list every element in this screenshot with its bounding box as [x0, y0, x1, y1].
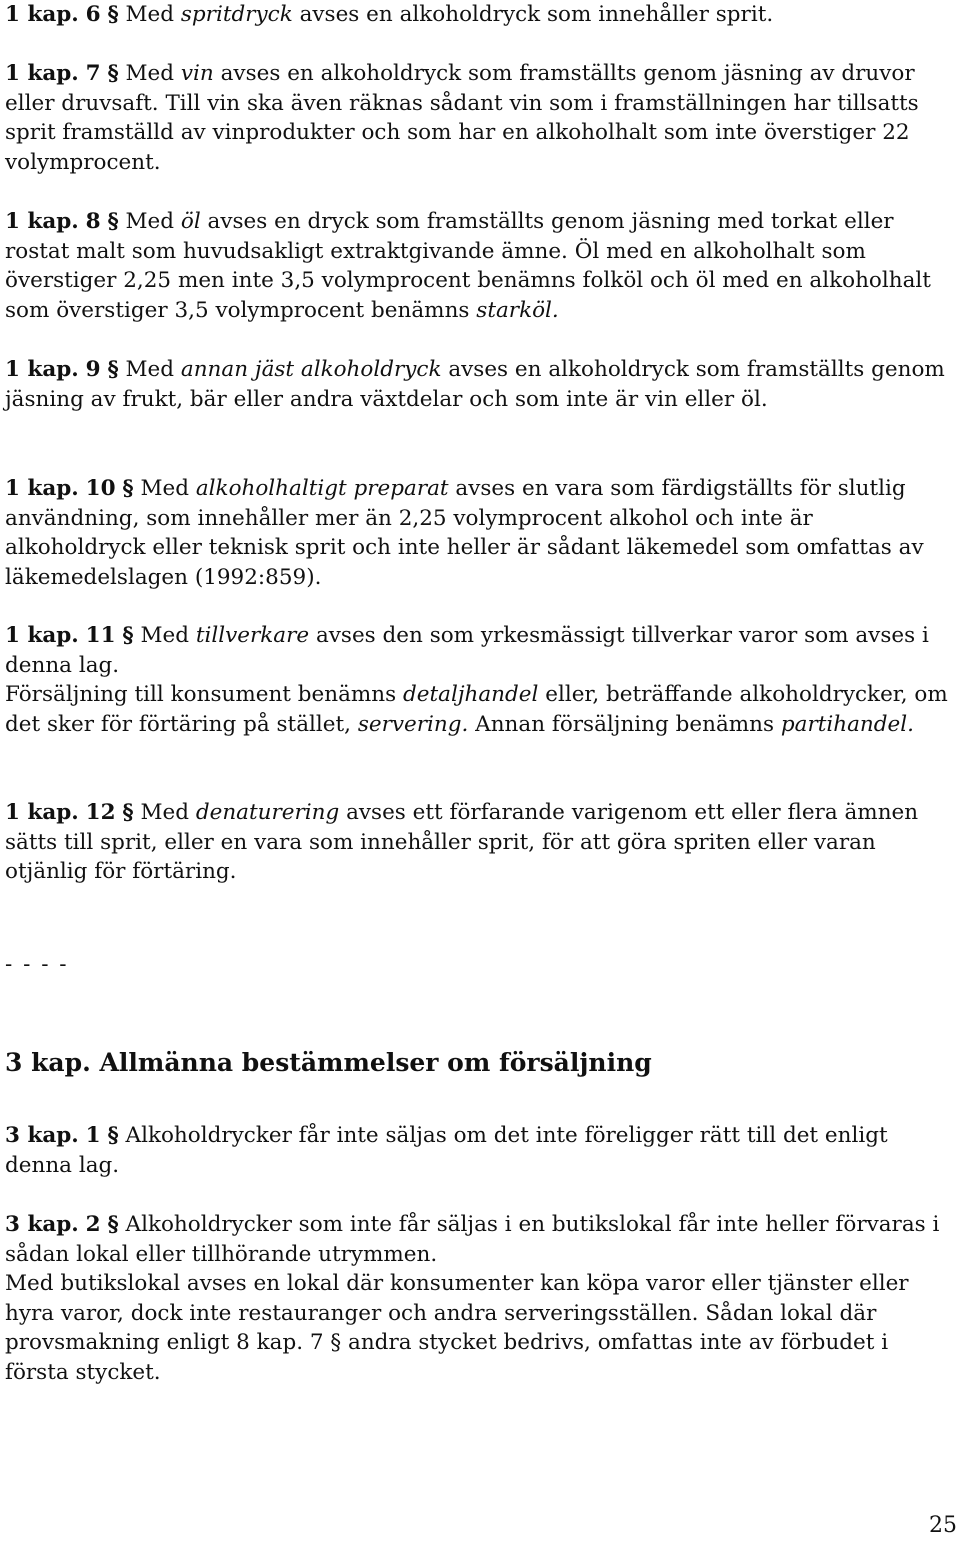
defined-term: servering.: [357, 711, 469, 737]
defined-term: starköl.: [476, 297, 559, 323]
section-number: 11: [85, 623, 116, 648]
section-number: 1: [85, 1123, 101, 1148]
paragraph-text: avses en dryck som framställts genom jäsning med torkat eller rostat malt som huvudsakligt extraktgivande ämne. Öl med en alkoholhalt som överstiger 2,25 men inte 3,5 volymprocent benämns folköl och öl med en alkoholhalt som överstiger 3,5 volymprocent benämns: [5, 209, 931, 323]
paragraph-text: Med: [140, 476, 196, 501]
paragraph-text: Med: [125, 2, 181, 27]
paragraph-3kap-2: [5, 1210, 955, 1388]
chapter-ref: 1 kap.: [5, 623, 79, 648]
section-sign-icon: §: [107, 2, 119, 27]
section-number: 8: [85, 209, 101, 234]
paragraph-text: Med: [140, 800, 196, 825]
section-number: 6: [85, 2, 101, 27]
paragraph-text: Alkoholdrycker får inte säljas om det inte föreligger rätt till det enligt denna lag.: [5, 1123, 888, 1178]
paragraph-text: Med: [125, 61, 181, 86]
defined-term: spritdryck: [180, 2, 293, 27]
paragraph-text: Försäljning till konsument benämns: [5, 682, 404, 708]
paragraph-3kap-1: [5, 1121, 955, 1180]
defined-term: denaturering: [195, 800, 340, 825]
defined-term: vin: [180, 61, 214, 86]
paragraph-text: Alkoholdrycker som inte får säljas i en butikslokal får inte heller förvaras i sådan lokal eller tillhörande utrymmen.: [5, 1212, 940, 1267]
paragraph-1kap-12: [5, 798, 955, 887]
section-sign-icon: §: [107, 61, 119, 86]
chapter-ref: 3 kap.: [5, 1123, 79, 1148]
defined-term: detaljhandel: [403, 682, 539, 708]
defined-term: alkoholhaltigt preparat: [195, 476, 449, 501]
chapter-ref: 1 kap.: [5, 357, 79, 382]
defined-term: partihandel.: [780, 711, 914, 737]
paragraph-text: eller, beträffande alkoholdrycker, om det sker för förtäring på stället,: [5, 682, 948, 737]
paragraph-text: Med butikslokal avses en lokal där konsumenter kan köpa varor eller tjänster eller hyra varor, dock inte restauranger och andra serveringsställen. Sådan lokal där provsmakning enligt 8 kap. 7 § andra stycket bedrivs, omfattas inte av förbudet i första stycket.: [5, 1271, 909, 1385]
chapter-heading: 3 kap. Allmänna bestämmelser om försäljning: [5, 1048, 652, 1077]
paragraph-text: avses en alkoholdryck som innehåller sprit.: [292, 2, 774, 27]
section-number: 12: [85, 800, 116, 825]
paragraph-1kap-10: [5, 474, 955, 592]
section-sign-icon: §: [107, 1212, 119, 1237]
paragraph-text: avses en alkoholdryck som framställts genom jäsning av frukt, bär eller andra växtdelar och som inte är vin eller öl.: [5, 357, 945, 412]
paragraph-1kap-6: [5, 0, 955, 30]
paragraph-text: Med: [140, 623, 196, 648]
section-number: 10: [85, 476, 116, 501]
page-number: 25: [929, 1513, 957, 1539]
section-number: 2: [85, 1212, 101, 1237]
section-number: 9: [85, 357, 101, 382]
paragraph-1kap-7: [5, 59, 955, 177]
paragraph-text: avses en vara som färdigställts för slutlig användning, som innehåller mer än 2,25 volymprocent alkohol och inte är alkoholdryck eller teknisk sprit och inte heller är sådant läkemedel som omfattas av läkemedelslagen (1992:859).: [5, 476, 924, 590]
paragraph-text: avses en alkoholdryck som framställts genom jäsning av druvor eller druvsaft. Till vin ska även räknas sådant vin som i framställningen har tillsatts sprit framställd av vinprodukter och som har en alkoholhalt som inte överstiger 22 volymprocent.: [5, 61, 919, 175]
chapter-ref: 1 kap.: [5, 476, 79, 501]
chapter-ref: 3 kap.: [5, 1212, 79, 1237]
paragraph-1kap-11: [5, 621, 955, 739]
chapter-ref: 1 kap.: [5, 800, 79, 825]
defined-term: tillverkare: [195, 623, 310, 648]
section-sign-icon: §: [107, 209, 119, 234]
section-sign-icon: §: [107, 1123, 119, 1148]
paragraph-text: avses ett förfarande varigenom ett eller flera ämnen sätts till sprit, eller en vara som innehåller sprit, för att göra spriten eller varan otjänlig för förtäring.: [5, 800, 919, 885]
section-sign-icon: §: [107, 357, 119, 382]
section-sign-icon: §: [122, 623, 134, 648]
paragraph-1kap-8: [5, 207, 955, 325]
chapter-ref: 1 kap.: [5, 61, 79, 86]
paragraph-text: Med: [125, 357, 181, 382]
chapter-ref: 1 kap.: [5, 2, 79, 27]
section-sign-icon: §: [122, 800, 134, 825]
chapter-ref: 1 kap.: [5, 209, 79, 234]
section-number: 7: [85, 61, 101, 86]
defined-term: annan jäst alkoholdryck: [180, 357, 442, 382]
paragraph-text: Med: [125, 209, 181, 234]
section-sign-icon: §: [122, 476, 134, 501]
paragraph-1kap-9: [5, 355, 955, 414]
paragraph-text: avses den som yrkesmässigt tillverkar varor som avses i denna lag.: [5, 623, 929, 678]
defined-term: öl: [180, 209, 201, 234]
paragraph-text: Annan försäljning benämns: [468, 711, 781, 737]
section-separator: - - - -: [5, 952, 69, 977]
